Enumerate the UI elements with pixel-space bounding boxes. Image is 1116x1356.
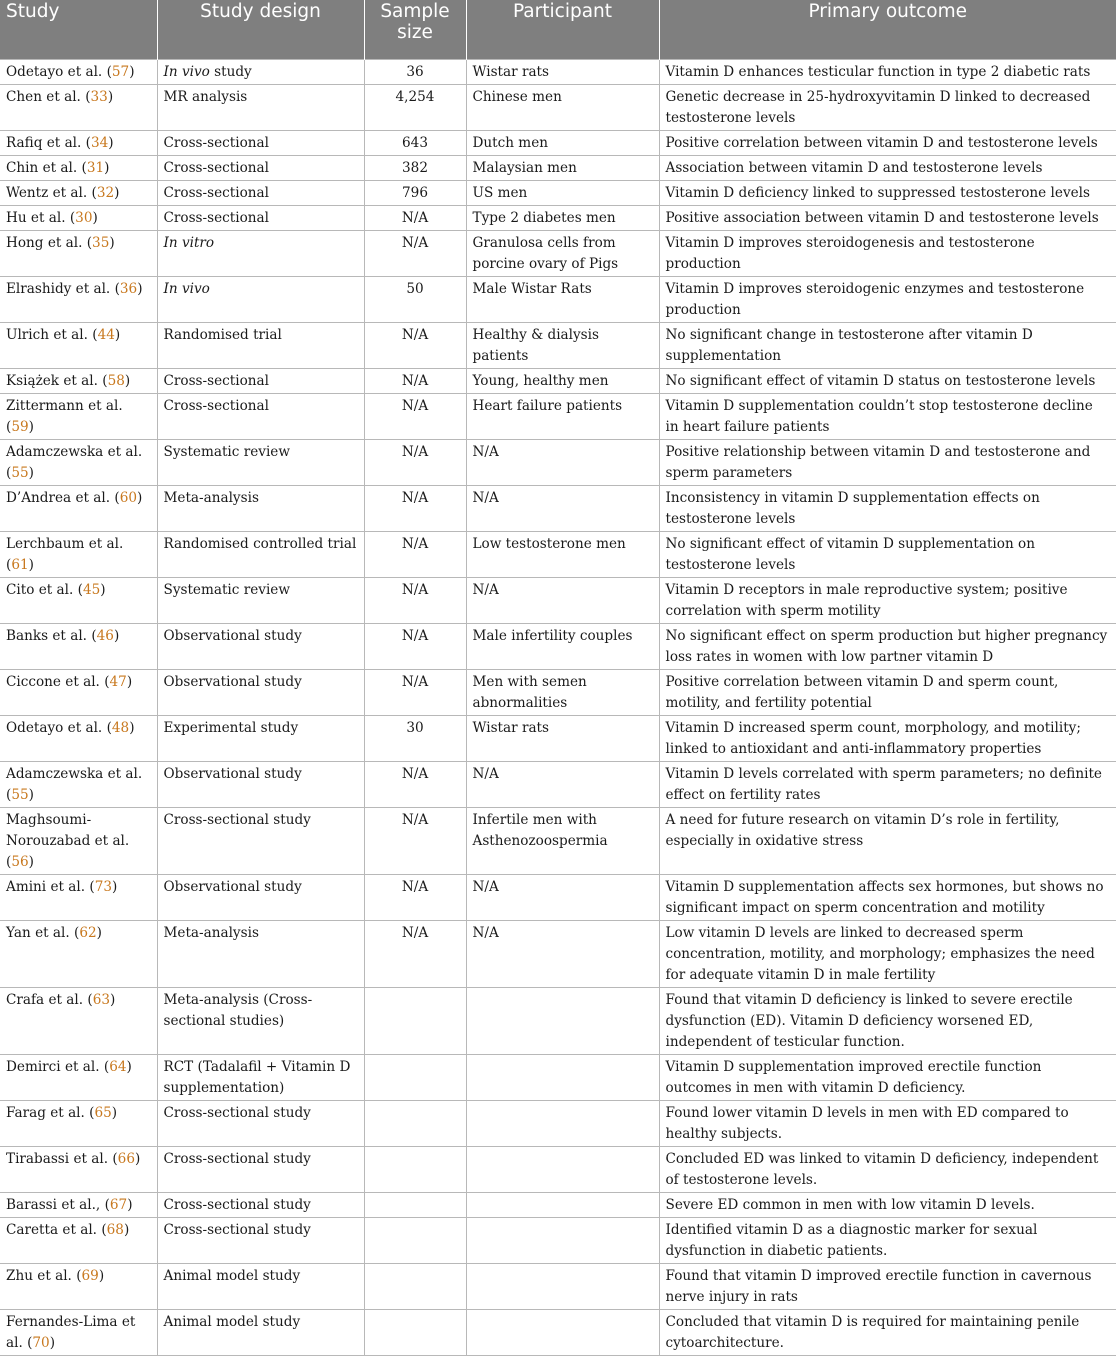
reference-link[interactable]: 68: [106, 1221, 124, 1238]
table-row: [0, 59, 1116, 84]
study-author: Odetayo et al.: [6, 63, 103, 80]
primary-outcome-cell: Concluded that vitamin D is required for maintaining penile cytoarchitecture.: [659, 1309, 1116, 1355]
study-cell: Hong et al. (35): [0, 230, 157, 276]
sample-size-cell: N/A: [364, 368, 466, 393]
study-design-cell: Systematic review: [157, 439, 364, 485]
participant-cell: N/A: [466, 761, 659, 807]
participant-cell: US men: [466, 180, 659, 205]
participant-cell: Type 2 diabetes men: [466, 205, 659, 230]
sample-size-cell: N/A: [364, 531, 466, 577]
study-cell: Amini et al. (73): [0, 874, 157, 920]
study-cell: Książek et al. (58): [0, 368, 157, 393]
study-design-cell: Cross-sectional: [157, 130, 364, 155]
study-design-cell: Observational study: [157, 761, 364, 807]
reference-link[interactable]: 46: [96, 627, 114, 644]
primary-outcome-cell: Positive association between vitamin D and testosterone levels: [659, 205, 1116, 230]
primary-outcome-cell: Found that vitamin D deficiency is linked to severe erectile dysfunction (ED). Vitamin D deficiency worsened ED, independent of testicular function.: [659, 987, 1116, 1054]
table-row: [0, 874, 1116, 920]
reference-link[interactable]: 33: [90, 88, 108, 105]
participant-cell: [466, 1100, 659, 1146]
participant-cell: Low testosterone men: [466, 531, 659, 577]
study-cell: Tirabassi et al. (66): [0, 1146, 157, 1192]
primary-outcome-cell: Identified vitamin D as a diagnostic marker for sexual dysfunction in diabetic patients.: [659, 1217, 1116, 1263]
study-author: Hu et al.: [6, 209, 66, 226]
study-author: Farag et al.: [6, 1104, 85, 1121]
reference-link[interactable]: 47: [109, 673, 127, 690]
table-row: [0, 1217, 1116, 1263]
table-row: [0, 1309, 1116, 1355]
sample-size-cell: N/A: [364, 623, 466, 669]
study-design-cell: Observational study: [157, 623, 364, 669]
primary-outcome-cell: Positive correlation between vitamin D and testosterone levels: [659, 130, 1116, 155]
study-design-cell: Cross-sectional: [157, 205, 364, 230]
study-design-cell: MR analysis: [157, 84, 364, 130]
reference-link[interactable]: 69: [81, 1267, 99, 1284]
reference-link[interactable]: 64: [109, 1058, 127, 1075]
study-author: Fernandes-Lima et al.: [6, 1313, 136, 1351]
study-cell: Ulrich et al. (44): [0, 322, 157, 368]
table-row: [0, 130, 1116, 155]
table-row: [0, 276, 1116, 322]
primary-outcome-cell: Vitamin D supplementation affects sex hormones, but shows no significant impact on sperm concentration and motility: [659, 874, 1116, 920]
primary-outcome-cell: Genetic decrease in 25-hydroxyvitamin D linked to decreased testosterone levels: [659, 84, 1116, 130]
primary-outcome-cell: Vitamin D enhances testicular function in type 2 diabetic rats: [659, 59, 1116, 84]
sample-size-cell: N/A: [364, 807, 466, 874]
participant-cell: Male infertility couples: [466, 623, 659, 669]
study-design-cell: Cross-sectional study: [157, 1146, 364, 1192]
study-design-cell: [157, 230, 364, 276]
study-author: Elrashidy et al.: [6, 280, 111, 297]
table-row: [0, 987, 1116, 1054]
study-cell: Farag et al. (65): [0, 1100, 157, 1146]
participant-cell: Healthy & dialysis patients: [466, 322, 659, 368]
reference-link[interactable]: 48: [111, 719, 130, 736]
reference-link[interactable]: 63: [92, 991, 110, 1008]
participant-cell: Chinese men: [466, 84, 659, 130]
table-row: [0, 669, 1116, 715]
sample-size-cell: 796: [364, 180, 466, 205]
study-cell: Banks et al. (46): [0, 623, 157, 669]
study-design-cell: Meta-analysis (Cross-sectional studies): [157, 987, 364, 1054]
study-design-italic: In vivo: [163, 63, 210, 80]
study-cell: Caretta et al. (68): [0, 1217, 157, 1263]
study-design-cell: Cross-sectional: [157, 368, 364, 393]
study-design-cell: Systematic review: [157, 577, 364, 623]
table-row: [0, 1146, 1116, 1192]
study-cell: Hu et al. (30): [0, 205, 157, 230]
study-design-cell: Meta-analysis: [157, 920, 364, 987]
primary-outcome-cell: Vitamin D deficiency linked to suppressed testosterone levels: [659, 180, 1116, 205]
participant-cell: Granulosa cells from porcine ovary of Pigs: [466, 230, 659, 276]
table-row: [0, 1192, 1116, 1217]
reference-link[interactable]: 30: [75, 209, 93, 226]
study-author: Adamczewska et al.: [6, 765, 143, 782]
participant-cell: N/A: [466, 577, 659, 623]
sample-size-cell: N/A: [364, 669, 466, 715]
study-cell: Zittermann et al. (59): [0, 393, 157, 439]
participant-cell: [466, 1263, 659, 1309]
participant-cell: Wistar rats: [466, 59, 659, 84]
sample-size-cell: [364, 1054, 466, 1100]
study-author: Zhu et al.: [6, 1267, 72, 1284]
primary-outcome-cell: Found that vitamin D improved erectile function in cavernous nerve injury in rats: [659, 1263, 1116, 1309]
reference-link[interactable]: 58: [107, 372, 125, 389]
sample-size-cell: N/A: [364, 761, 466, 807]
table-row: [0, 531, 1116, 577]
reference-link[interactable]: 67: [109, 1196, 128, 1213]
study-design-rest: study: [209, 63, 252, 80]
study-design-italic: In vivo: [163, 280, 210, 297]
table-row: [0, 230, 1116, 276]
reference-link[interactable]: 59: [11, 418, 29, 435]
study-cell: Wentz et al. (32): [0, 180, 157, 205]
reference-link[interactable]: 66: [117, 1150, 135, 1167]
study-design-cell: Meta-analysis: [157, 485, 364, 531]
table-row: [0, 1263, 1116, 1309]
study-design-cell: [157, 59, 364, 84]
participant-cell: Men with semen abnormalities: [466, 669, 659, 715]
study-design-cell: Animal model study: [157, 1263, 364, 1309]
reference-link[interactable]: 65: [94, 1104, 112, 1121]
study-author: Maghsoumi-Norouzabad et al.: [6, 811, 130, 849]
primary-outcome-cell: Inconsistency in vitamin D supplementation effects on testosterone levels: [659, 485, 1116, 531]
table-body: [0, 59, 1116, 1355]
table-row: [0, 205, 1116, 230]
study-cell: Odetayo et al. (48): [0, 715, 157, 761]
study-author: Demirci et al.: [6, 1058, 100, 1075]
study-cell: Crafa et al. (63): [0, 987, 157, 1054]
participant-cell: N/A: [466, 920, 659, 987]
study-author: Caretta et al.: [6, 1221, 98, 1238]
study-cell: Zhu et al. (69): [0, 1263, 157, 1309]
study-cell: Elrashidy et al. (36): [0, 276, 157, 322]
reference-link[interactable]: 56: [11, 853, 29, 870]
sample-size-cell: 30: [364, 715, 466, 761]
header-primary-outcome: Primary outcome: [659, 0, 1116, 59]
table-row: [0, 761, 1116, 807]
sample-size-cell: N/A: [364, 439, 466, 485]
study-cell: Lerchbaum et al. (61): [0, 531, 157, 577]
participant-cell: N/A: [466, 874, 659, 920]
study-cell: D’Andrea et al. (60): [0, 485, 157, 531]
table-row: [0, 322, 1116, 368]
reference-link[interactable]: 31: [86, 159, 105, 176]
participant-cell: [466, 1192, 659, 1217]
primary-outcome-cell: Vitamin D receptors in male reproductive system; positive correlation with sperm motility: [659, 577, 1116, 623]
sample-size-cell: [364, 1217, 466, 1263]
study-author: Książek et al.: [6, 372, 98, 389]
study-author: Ciccone et al.: [6, 673, 100, 690]
participant-cell: [466, 987, 659, 1054]
primary-outcome-cell: Found lower vitamin D levels in men with ED compared to healthy subjects.: [659, 1100, 1116, 1146]
study-cell: Cito et al. (45): [0, 577, 157, 623]
study-design-cell: Cross-sectional study: [157, 807, 364, 874]
table-row: [0, 485, 1116, 531]
primary-outcome-cell: Concluded ED was linked to vitamin D deficiency, independent of testosterone levels.: [659, 1146, 1116, 1192]
sample-size-cell: [364, 1146, 466, 1192]
study-cell: Ciccone et al. (47): [0, 669, 157, 715]
study-author: Rafiq et al.: [6, 134, 82, 151]
primary-outcome-cell: Vitamin D supplementation improved erectile function outcomes in men with vitamin D deficiency.: [659, 1054, 1116, 1100]
study-author: Cito et al.: [6, 581, 74, 598]
participant-cell: Malaysian men: [466, 155, 659, 180]
primary-outcome-cell: Low vitamin D levels are linked to decreased sperm concentration, motility, and morphology; emphasizes the need for adequate vitamin D in male fertility: [659, 920, 1116, 987]
sample-size-cell: N/A: [364, 874, 466, 920]
study-author: Banks et al.: [6, 627, 87, 644]
sample-size-cell: N/A: [364, 393, 466, 439]
sample-size-cell: [364, 987, 466, 1054]
participant-cell: Dutch men: [466, 130, 659, 155]
primary-outcome-cell: Vitamin D increased sperm count, morphology, and motility; linked to antioxidant and anti-inflammatory properties: [659, 715, 1116, 761]
participant-cell: Heart failure patients: [466, 393, 659, 439]
study-design-cell: [157, 276, 364, 322]
sample-size-cell: [364, 1100, 466, 1146]
study-design-cell: Animal model study: [157, 1309, 364, 1355]
study-author: Chen et al.: [6, 88, 81, 105]
study-design-cell: Cross-sectional: [157, 155, 364, 180]
primary-outcome-cell: No significant change in testosterone after vitamin D supplementation: [659, 322, 1116, 368]
primary-outcome-cell: A need for future research on vitamin D’s role in fertility, especially in oxidative stress: [659, 807, 1116, 874]
sample-size-cell: 36: [364, 59, 466, 84]
sample-size-cell: 50: [364, 276, 466, 322]
primary-outcome-cell: Severe ED common in men with low vitamin D levels.: [659, 1192, 1116, 1217]
participant-cell: Infertile men with Asthenozoospermia: [466, 807, 659, 874]
reference-link[interactable]: 70: [32, 1334, 50, 1351]
study-design-cell: RCT (Tadalafil + Vitamin D supplementation): [157, 1054, 364, 1100]
header-participant: Participant: [466, 0, 659, 59]
study-cell: Demirci et al. (64): [0, 1054, 157, 1100]
primary-outcome-cell: Vitamin D improves steroidogenic enzymes and testosterone production: [659, 276, 1116, 322]
table-row: [0, 180, 1116, 205]
participant-cell: N/A: [466, 439, 659, 485]
table-row: [0, 577, 1116, 623]
study-design-cell: Randomised trial: [157, 322, 364, 368]
participant-cell: [466, 1309, 659, 1355]
sample-size-cell: [364, 1192, 466, 1217]
study-author: Lerchbaum et al.: [6, 535, 124, 552]
table-row: [0, 393, 1116, 439]
study-design-cell: Observational study: [157, 874, 364, 920]
primary-outcome-cell: Positive correlation between vitamin D and sperm count, motility, and fertility potential: [659, 669, 1116, 715]
sample-size-cell: [364, 1309, 466, 1355]
table-header: [0, 0, 1116, 59]
study-author: Amini et al.: [6, 878, 86, 895]
table-row: [0, 84, 1116, 130]
study-author: Zittermann et al.: [6, 397, 123, 414]
header-sample-size: Sample size: [364, 0, 466, 59]
participant-cell: [466, 1146, 659, 1192]
study-author: Ulrich et al.: [6, 326, 88, 343]
study-cell: Chen et al. (33): [0, 84, 157, 130]
primary-outcome-cell: Vitamin D supplementation couldn’t stop testosterone decline in heart failure patients: [659, 393, 1116, 439]
sample-size-cell: 643: [364, 130, 466, 155]
table-row: [0, 1054, 1116, 1100]
study-cell: Chin et al. (31): [0, 155, 157, 180]
study-author: Odetayo et al.: [6, 719, 103, 736]
table-row: [0, 623, 1116, 669]
sample-size-cell: N/A: [364, 205, 466, 230]
study-author: D’Andrea et al.: [6, 489, 111, 506]
reference-link[interactable]: 35: [92, 234, 110, 251]
header-study: Study: [0, 0, 157, 59]
study-cell: Adamczewska et al. (55): [0, 439, 157, 485]
table-row: [0, 807, 1116, 874]
study-author: Chin et al.: [6, 159, 78, 176]
study-author: Adamczewska et al.: [6, 443, 143, 460]
reference-link[interactable]: 61: [11, 556, 29, 573]
study-cell: Fernandes-Lima et al. (70): [0, 1309, 157, 1355]
table-row: [0, 715, 1116, 761]
primary-outcome-cell: No significant effect on sperm production but higher pregnancy loss rates in women with low partner vitamin D: [659, 623, 1116, 669]
table-row: [0, 368, 1116, 393]
reference-link[interactable]: 45: [82, 581, 101, 598]
study-author: Wentz et al.: [6, 184, 88, 201]
primary-outcome-cell: Positive relationship between vitamin D and testosterone and sperm parameters: [659, 439, 1116, 485]
participant-cell: Male Wistar Rats: [466, 276, 659, 322]
study-cell: Rafiq et al. (34): [0, 130, 157, 155]
header-study-design: Study design: [157, 0, 364, 59]
study-design-cell: Cross-sectional: [157, 393, 364, 439]
primary-outcome-cell: No significant effect of vitamin D supplementation on testosterone levels: [659, 531, 1116, 577]
sample-size-cell: 382: [364, 155, 466, 180]
sample-size-cell: N/A: [364, 322, 466, 368]
study-cell: Adamczewska et al. (55): [0, 761, 157, 807]
participant-cell: [466, 1054, 659, 1100]
study-author: Barassi et al.,: [6, 1196, 101, 1213]
primary-outcome-cell: Association between vitamin D and testosterone levels: [659, 155, 1116, 180]
study-design-italic: In vitro: [163, 234, 215, 251]
study-cell: Odetayo et al. (57): [0, 59, 157, 84]
sample-size-cell: N/A: [364, 230, 466, 276]
study-design-cell: Cross-sectional study: [157, 1217, 364, 1263]
reference-link[interactable]: 32: [96, 184, 115, 201]
sample-size-cell: N/A: [364, 485, 466, 531]
reference-link[interactable]: 73: [94, 878, 113, 895]
primary-outcome-cell: Vitamin D improves steroidogenesis and testosterone production: [659, 230, 1116, 276]
study-cell: Barassi et al., (67): [0, 1192, 157, 1217]
reference-link[interactable]: 44: [97, 326, 115, 343]
sample-size-cell: N/A: [364, 920, 466, 987]
reference-link[interactable]: 57: [111, 63, 130, 80]
primary-outcome-cell: Vitamin D levels correlated with sperm parameters; no definite effect on fertility rates: [659, 761, 1116, 807]
study-author: Yan et al.: [6, 924, 70, 941]
reference-link[interactable]: 55: [11, 786, 29, 803]
study-design-cell: Cross-sectional study: [157, 1192, 364, 1217]
sample-size-cell: [364, 1263, 466, 1309]
study-design-cell: Randomised controlled trial: [157, 531, 364, 577]
table-row: [0, 439, 1116, 485]
sample-size-cell: N/A: [364, 577, 466, 623]
reference-link[interactable]: 60: [119, 489, 138, 506]
study-author: Tirabassi et al.: [6, 1150, 109, 1167]
reference-link[interactable]: 55: [11, 464, 29, 481]
sample-size-cell: 4,254: [364, 84, 466, 130]
reference-link[interactable]: 62: [79, 924, 97, 941]
study-design-cell: Cross-sectional: [157, 180, 364, 205]
participant-cell: Wistar rats: [466, 715, 659, 761]
study-author: Crafa et al.: [6, 991, 84, 1008]
table-row: [0, 1100, 1116, 1146]
primary-outcome-cell: No significant effect of vitamin D status on testosterone levels: [659, 368, 1116, 393]
participant-cell: N/A: [466, 485, 659, 531]
reference-link[interactable]: 34: [90, 134, 109, 151]
reference-link[interactable]: 36: [119, 280, 138, 297]
study-design-cell: Observational study: [157, 669, 364, 715]
study-cell: Yan et al. (62): [0, 920, 157, 987]
study-design-cell: Experimental study: [157, 715, 364, 761]
study-author: Hong et al.: [6, 234, 83, 251]
study-design-cell: Cross-sectional study: [157, 1100, 364, 1146]
table-row: [0, 920, 1116, 987]
study-cell: Maghsoumi-Norouzabad et al. (56): [0, 807, 157, 874]
participant-cell: Young, healthy men: [466, 368, 659, 393]
table-row: [0, 155, 1116, 180]
participant-cell: [466, 1217, 659, 1263]
